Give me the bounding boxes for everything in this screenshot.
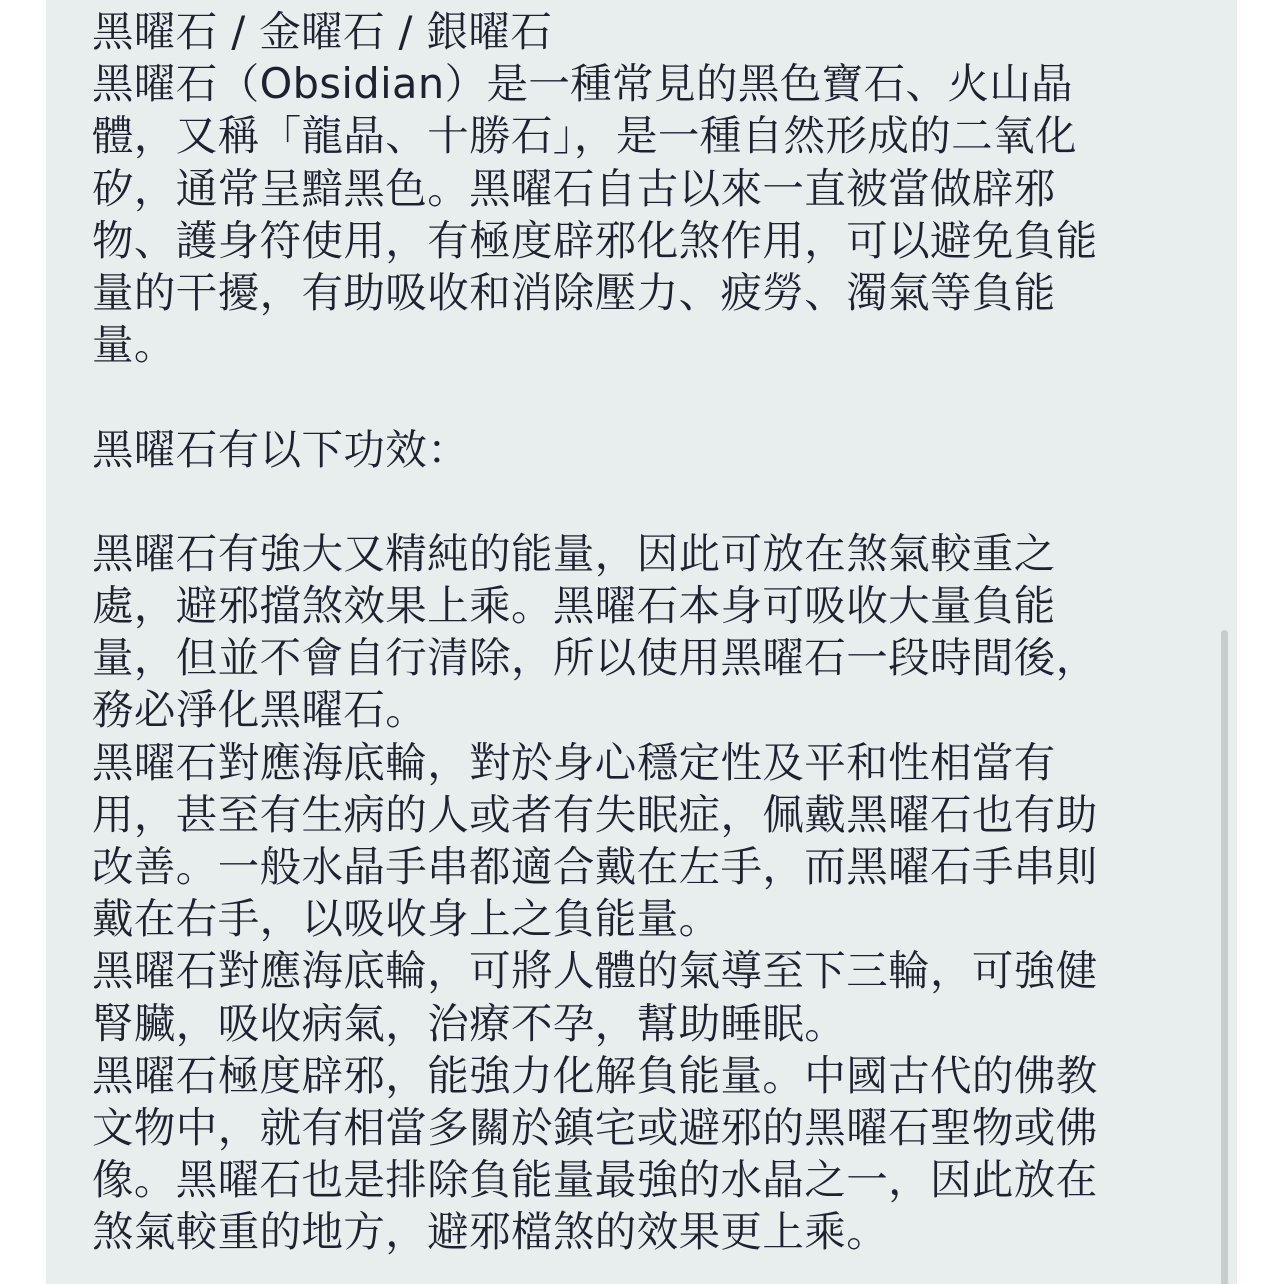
body-line: 處，避邪擋煞效果上乘。黑曜石本身可吸收大量負能 [92,581,1056,631]
intro-line: 黑曜石（Obsidian）是一種常見的黑色寶石、火山晶 [92,59,1074,109]
body-line: 量，但並不會自行清除，所以使用黑曜石一段時間後， [92,633,1098,683]
body-line: 黑曜石對應海底輪，對於身心穩定性及平和性相當有 [92,737,1056,787]
body-line: 像。黑曜石也是排除負能量最強的水晶之一，因此放在 [92,1155,1098,1205]
body-line: 煞氣較重的地方，避邪檔煞的效果更上乘。 [92,1207,889,1257]
body-line: 黑曜石極度辟邪，能強力化解負能量。中國古代的佛教 [92,1050,1098,1100]
vertical-scrollbar[interactable] [1219,0,1228,1284]
body-line: 黑曜石有強大又精純的能量，因此可放在煞氣較重之 [92,528,1056,578]
scrollbar-thumb[interactable] [1221,630,1228,1284]
body-line: 戴在右手，以吸收身上之負能量。 [92,894,721,944]
intro-line: 體，又稱「龍晶、十勝石」，是一種自然形成的二氧化 [92,111,1077,161]
body-line: 腎臟，吸收病氣，治療不孕，幫助睡眠。 [92,998,847,1048]
article-body[interactable] [92,6,1192,1259]
intro-line: 量。 [92,320,176,370]
intro-line: 物、護身符使用，有極度辟邪化煞作用，可以避免負能 [92,215,1098,265]
paragraph-gap [92,371,1192,423]
article-title: 黑曜石 / 金曜石 / 銀曜石 [92,7,553,56]
note-panel [46,0,1237,1284]
intro-line: 矽，通常呈黯黑色。黑曜石自古以來一直被當做辟邪 [92,163,1056,213]
body-line: 務必淨化黑曜石。 [92,685,428,735]
body-line: 用，甚至有生病的人或者有失眠症，佩戴黑曜石也有助 [92,789,1098,839]
body-line: 改善。一般水晶手串都適合戴在左手，而黑曜石手串則 [92,842,1098,891]
effects-heading: 黑曜石有以下功效： [92,424,470,474]
intro-line: 量的干擾，有助吸收和消除壓力、疲勞、濁氣等負能 [92,267,1056,317]
body-line: 黑曜石對應海底輪，可將人體的氣導至下三輪，可強健 [92,946,1098,996]
paragraph-gap [92,476,1192,528]
body-line: 文物中，就有相當多關於鎮宅或避邪的黑曜石聖物或佛 [92,1102,1098,1152]
